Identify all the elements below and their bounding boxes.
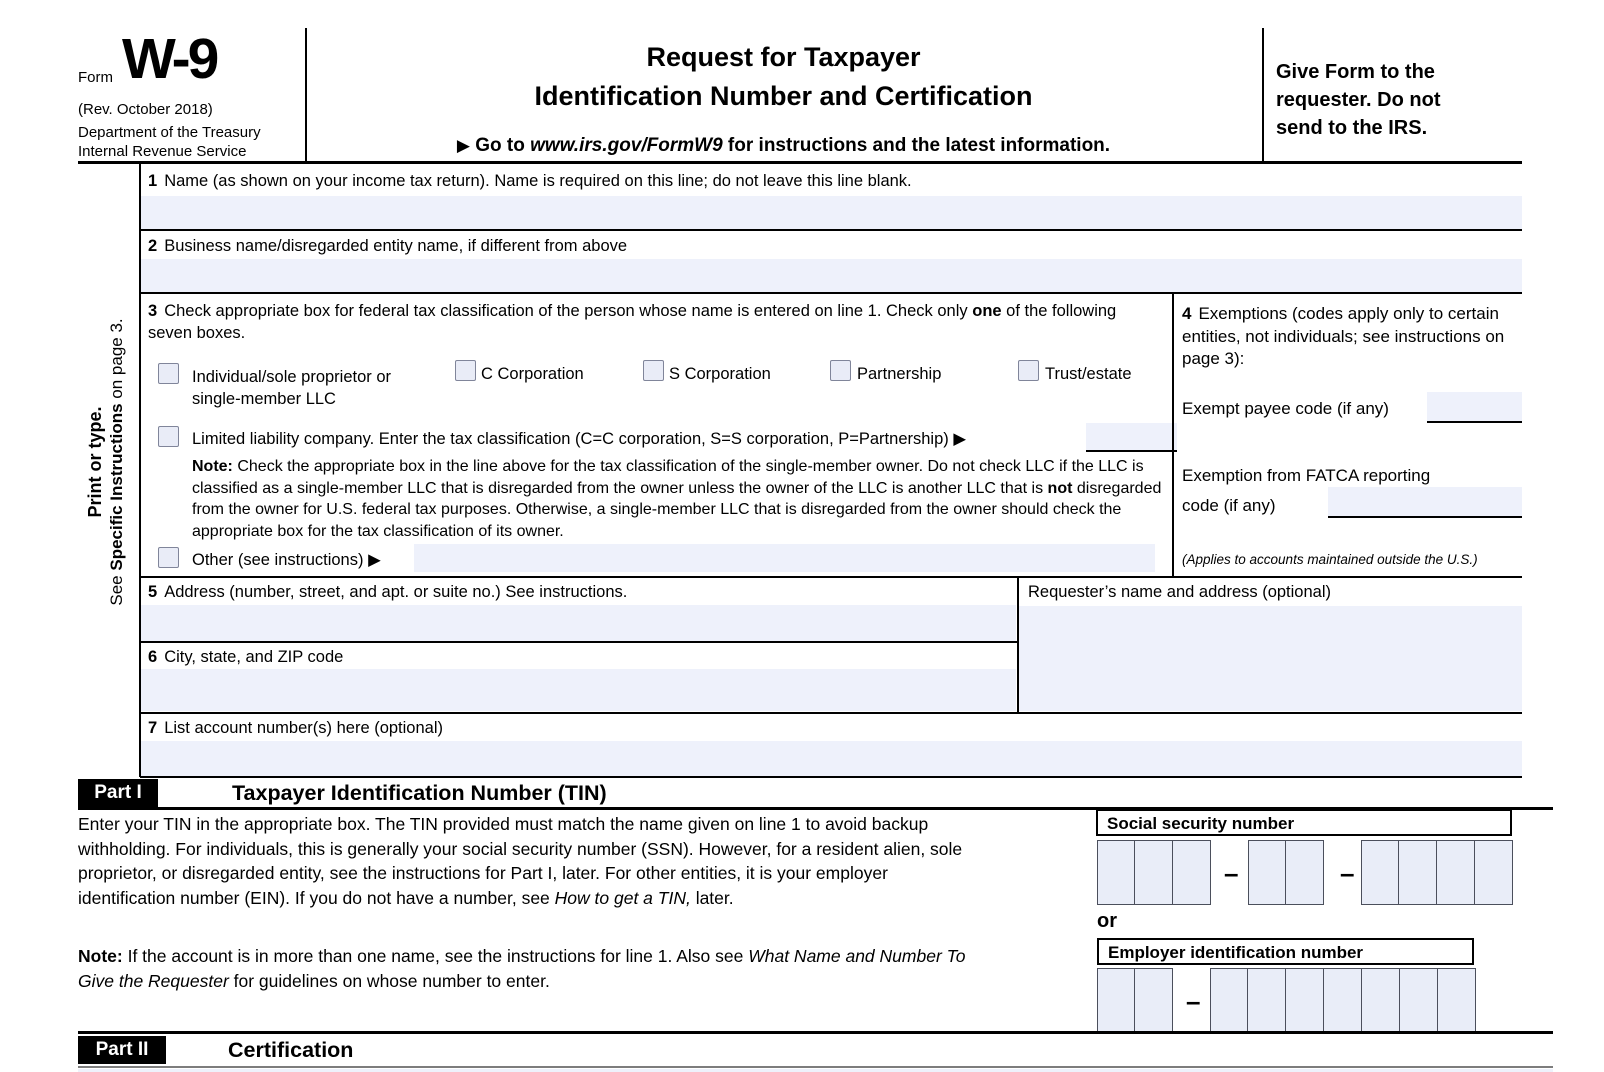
ssn-digit-cell[interactable]	[1286, 840, 1324, 905]
ssn-dash: –	[1224, 858, 1239, 888]
part1-badge: Part I	[78, 779, 158, 807]
line6-number: 6	[148, 648, 158, 666]
city-state-zip-input[interactable]	[141, 669, 1016, 711]
applies-note: (Applies to accounts maintained outside the U.S.)	[1182, 552, 1478, 567]
ein-box-label: Employer identification number	[1097, 938, 1474, 965]
checkbox-c-corporation[interactable]	[455, 360, 476, 381]
part1-note-end: for guidelines on whose number to enter.	[228, 970, 550, 991]
part1-note-bold: Note:	[78, 946, 123, 966]
ssn-box-label: Social security number	[1096, 809, 1512, 836]
arrow-right-icon: ▶	[368, 551, 381, 569]
part1-intro-end: later.	[690, 887, 734, 908]
requester-input[interactable]	[1019, 606, 1522, 711]
divider	[140, 292, 1522, 294]
other-input[interactable]	[414, 544, 1155, 572]
form-number: W-9	[122, 27, 217, 91]
ssn-dash: –	[1340, 858, 1355, 888]
line2-label	[148, 235, 627, 257]
name-input[interactable]	[141, 196, 1522, 229]
line1-label-text: Name (as shown on your income tax return). Name is required on this line; do not leave this line blank.	[164, 172, 912, 190]
llc-note-bold2: not	[1047, 479, 1073, 497]
ssn-digit-cell[interactable]	[1399, 840, 1437, 905]
rail-line1: Print or type.	[85, 406, 105, 518]
form-title	[305, 38, 1262, 116]
header-divider-right	[1262, 28, 1264, 163]
or-label: or	[1097, 910, 1117, 932]
ein-digit-cell[interactable]	[1324, 968, 1362, 1032]
rail-line2	[106, 318, 128, 605]
ein-digit-cell[interactable]	[1248, 968, 1286, 1032]
line5-label-text: Address (number, street, and apt. or suite no.) See instructions.	[164, 583, 628, 601]
ein-digit-cell[interactable]	[1135, 968, 1173, 1032]
llc-label	[192, 428, 966, 450]
give-form-notice: Give Form to the requester. Do not send to the IRS.	[1276, 61, 1441, 139]
line2-label-text: Business name/disregarded entity name, if different from above	[164, 237, 628, 255]
address-input[interactable]	[141, 605, 1016, 641]
goto-url: www.irs.gov/FormW9	[530, 135, 723, 156]
checkbox-trust-estate[interactable]	[1018, 360, 1039, 381]
part1-intro	[78, 812, 983, 910]
line3-label-post: of the following seven boxes.	[148, 302, 1117, 342]
exempt-payee-label: Exempt payee code (if any)	[1182, 399, 1389, 418]
arrow-right-icon: ▶	[953, 430, 967, 448]
other-label-text: Other (see instructions)	[192, 551, 369, 569]
divider	[140, 712, 1522, 714]
requester-label: Requester’s name and address (optional)	[1028, 583, 1331, 601]
ssn-digit-cell[interactable]	[1437, 840, 1475, 905]
form-revision: (Rev. October 2018)	[78, 101, 213, 118]
divider	[140, 576, 1522, 578]
ein-group2	[1210, 968, 1476, 1032]
llc-note	[192, 456, 1167, 542]
line7-number: 7	[148, 719, 158, 737]
line7-label	[148, 717, 443, 739]
line6-label-text: City, state, and ZIP code	[164, 648, 344, 666]
print-or-type-rail	[84, 318, 128, 605]
ein-digit-cell[interactable]	[1210, 968, 1248, 1032]
fatca-label-line1: Exemption from FATCA reporting	[1182, 466, 1431, 485]
ein-dash: –	[1186, 986, 1201, 1016]
other-label	[192, 549, 381, 571]
part1-intro-text: Enter your TIN in the appropriate box. The TIN provided must match the name given on line 1 to avoid backup withholding. For individuals, this is generally your social security number (SSN). However, for a resident alien, sole proprietor, or disregarded entity, see the instructions for Part I, later. For other entities, it is your employer identification number (EIN). If you do not have a number, see	[78, 814, 963, 908]
part2-bottom-rule	[78, 1066, 1553, 1068]
part1-title: Taxpayer Identification Number (TIN)	[232, 781, 607, 805]
service-line: Internal Revenue Service	[78, 143, 247, 160]
business-name-input[interactable]	[141, 259, 1522, 292]
line3-label	[148, 300, 1163, 344]
goto-suffix: for instructions and the latest information.	[722, 135, 1111, 156]
line4-number: 4	[1182, 304, 1192, 323]
part2-top-rule	[78, 1031, 1553, 1034]
rail-line2-bold: Specific Instructions	[107, 403, 126, 571]
divider	[140, 776, 1522, 778]
ssn-digit-cell[interactable]	[1361, 840, 1399, 905]
ein-digit-cell[interactable]	[1400, 968, 1438, 1032]
ssn-digit-cell[interactable]	[1475, 840, 1513, 905]
part2-title: Certification	[228, 1038, 354, 1062]
line1-number: 1	[148, 172, 158, 190]
checkbox-s-corporation[interactable]	[643, 360, 664, 381]
part1-note	[78, 944, 983, 993]
divider	[140, 229, 1522, 231]
form-word: Form	[78, 69, 113, 86]
checkbox-individual[interactable]	[158, 363, 179, 384]
ssn-digit-cell[interactable]	[1248, 840, 1286, 905]
line3-number: 3	[148, 302, 158, 320]
exempt-payee-input[interactable]	[1427, 392, 1522, 423]
part1-note-italic: What Name and Number To Give the Requester	[78, 946, 966, 991]
line6-label	[148, 646, 343, 668]
llc-label-text: Limited liability company. Enter the tax classification (C=C corporation, S=S corporation, P=Partnership)	[192, 430, 954, 448]
arrow-right-icon: ▶	[456, 136, 470, 155]
fatca-code-input[interactable]	[1328, 487, 1522, 518]
llc-note-text2: disregarded from the owner for U.S. federal tax purposes. Otherwise, a single-member LLC that is disregarded from the owner should check the appropriate box for the tax classification of its owner.	[192, 479, 1162, 540]
ein-digit-cell[interactable]	[1438, 968, 1476, 1032]
part2-badge: Part II	[78, 1036, 166, 1064]
department-line: Department of the Treasury	[78, 124, 261, 141]
checkbox-partnership[interactable]	[830, 360, 851, 381]
ssn-digit-cell[interactable]	[1097, 840, 1135, 905]
column4-divider	[1172, 294, 1174, 576]
account-numbers-input[interactable]	[141, 741, 1522, 777]
ein-digit-cell[interactable]	[1097, 968, 1135, 1032]
checkbox-individual-label: Individual/sole proprietor or single-member LLC	[192, 368, 392, 408]
checkbox-trust-estate-label: Trust/estate	[1045, 365, 1132, 383]
form-title-line1: Request for Taxpayer	[646, 42, 921, 72]
ein-digit-cell[interactable]	[1362, 968, 1400, 1032]
line4-label	[1182, 303, 1512, 371]
fatca-label-line2: code (if any)	[1182, 496, 1276, 515]
ein-digit-cell[interactable]	[1286, 968, 1324, 1032]
ssn-group1	[1097, 840, 1211, 905]
llc-note-bold: Note:	[192, 458, 233, 475]
ssn-group3	[1361, 840, 1513, 905]
checkbox-llc[interactable]	[158, 426, 179, 447]
line7-label-text: List account number(s) here (optional)	[164, 719, 443, 737]
line2-number: 2	[148, 237, 158, 255]
line1-label	[148, 170, 912, 192]
line4-label-text: Exemptions (codes apply only to certain entities, not individuals; see instructions on page 3):	[1182, 304, 1505, 368]
ssn-digit-cell[interactable]	[1173, 840, 1211, 905]
checkbox-partnership-label: Partnership	[857, 365, 942, 383]
rail-line2-suffix: on page 3.	[107, 318, 126, 404]
ssn-digit-cell[interactable]	[1135, 840, 1173, 905]
checkbox-other[interactable]	[158, 547, 179, 568]
line3-label-bold: one	[972, 302, 1002, 320]
ein-group1	[1097, 968, 1173, 1032]
line5-number: 5	[148, 583, 158, 601]
part1-intro-italic: How to get a TIN,	[554, 887, 691, 908]
header-rule	[78, 161, 1522, 164]
line5-label	[148, 581, 627, 603]
line3-label-pre: Check appropriate box for federal tax classification of the person whose name is entered on line 1. Check only	[164, 302, 973, 320]
goto-line	[305, 135, 1262, 157]
goto-prefix: Go to	[475, 135, 531, 156]
rail-line2-prefix: See	[107, 570, 126, 606]
form-title-line2: Identification Number and Certification	[534, 81, 1033, 111]
part1-note-text: If the account is in more than one name, see the instructions for line 1. Also see	[122, 946, 749, 966]
llc-classification-input[interactable]	[1086, 423, 1177, 452]
llc-note-text1: Check the appropriate box in the line above for the tax classification of the single-member owner. Do not check LLC if the LLC is classified as a single-member LLC that is disregarded from the owner unless the owner of the LLC is another LLC that is	[192, 458, 1144, 497]
checkbox-c-corporation-label: C Corporation	[481, 365, 584, 383]
checkbox-s-corporation-label: S Corporation	[669, 365, 771, 383]
ssn-group2	[1248, 840, 1324, 905]
divider	[140, 641, 1017, 643]
